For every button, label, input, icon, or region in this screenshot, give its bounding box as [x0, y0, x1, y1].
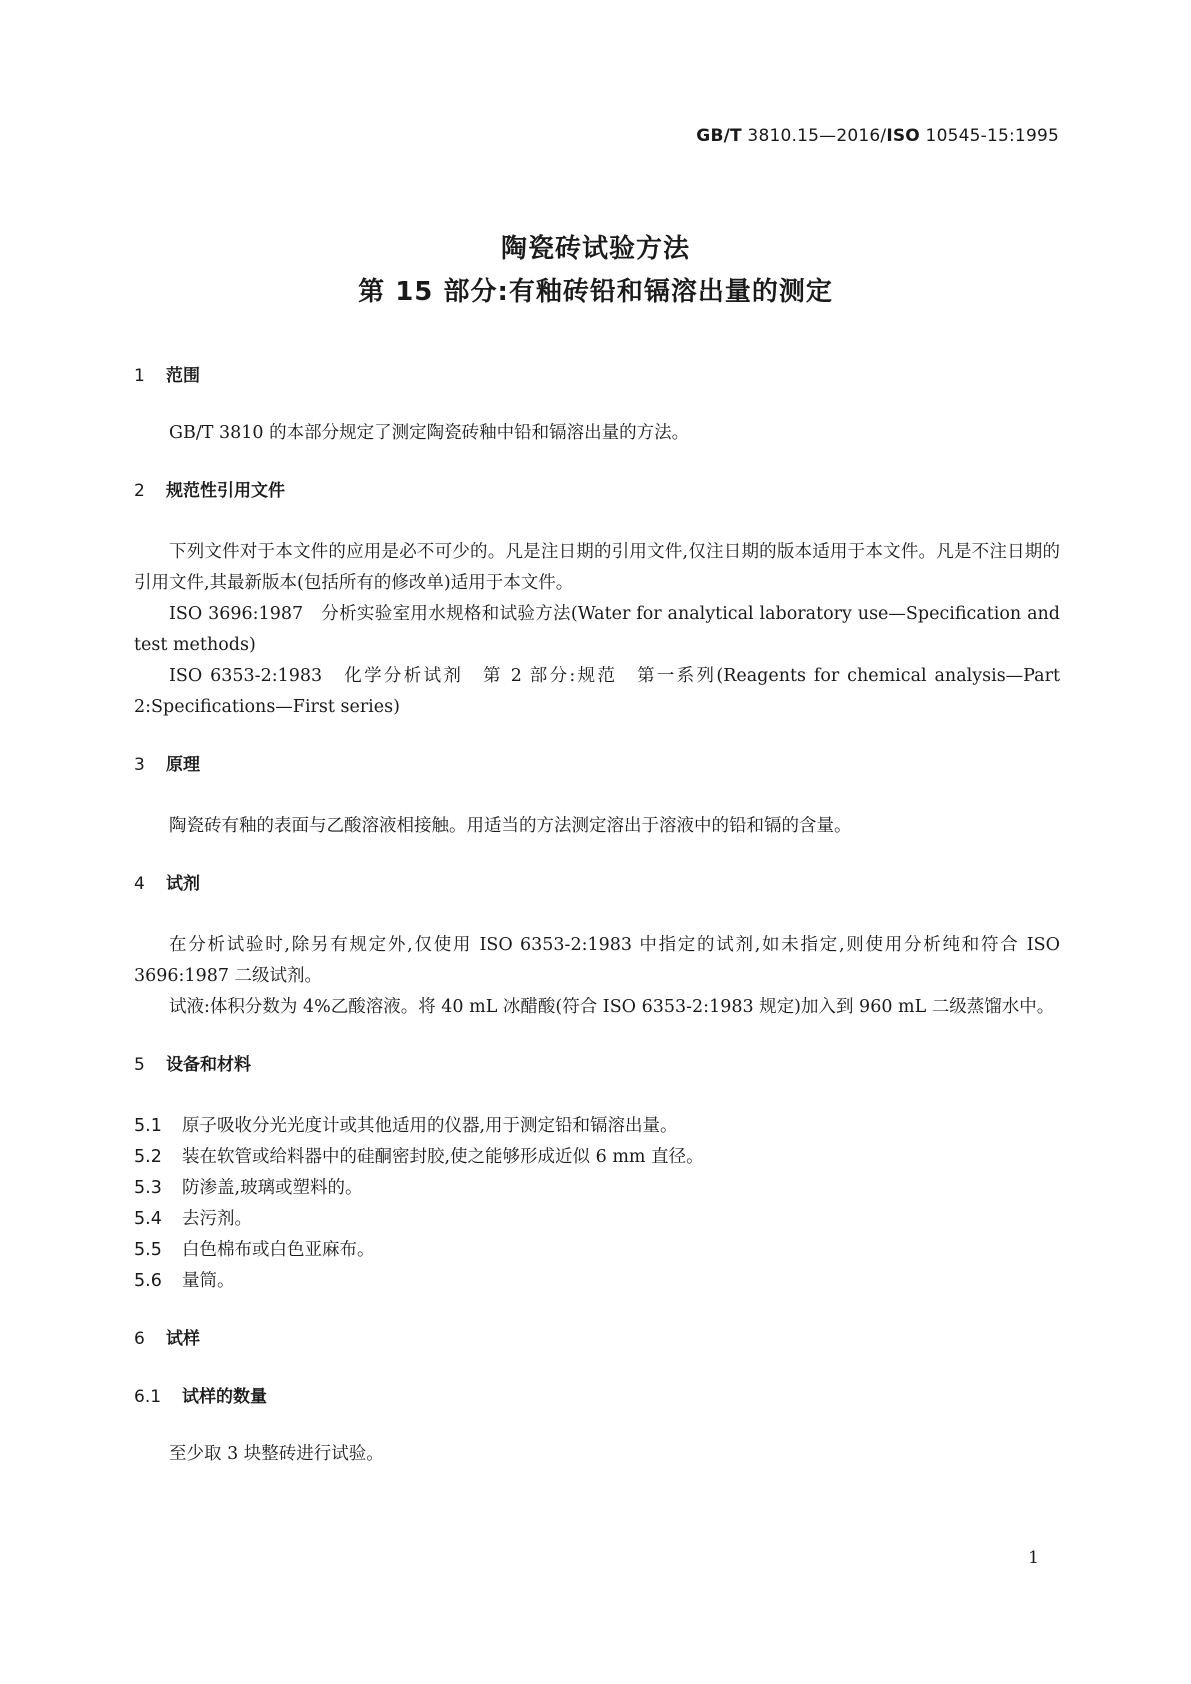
section-3-title: 原理: [166, 755, 200, 775]
document-title: [0, 228, 1191, 314]
section-1-paragraph: GB/T 3810 的本部分规定了测定陶瓷砖釉中铅和镉溶出量的方法。: [169, 423, 690, 443]
section-5-title: 设备和材料: [166, 1055, 251, 1075]
section-6-title: 试样: [166, 1329, 200, 1349]
section-6-heading: [134, 1323, 1060, 1355]
section-2-reference-1: ISO 3696:1987 分析实验室用水规格和试验方法(Water for analytical laboratory use—Specification and test methods): [134, 604, 1060, 655]
section-4-paragraph-2: 试液:体积分数为 4%乙酸溶液。将 40 mL 冰醋酸(符合 ISO 6353-2:1983 规定)加入到 960 mL 二级蒸馏水中。: [169, 997, 1055, 1017]
std-code-part-iso-number: 10545-15:1995: [919, 126, 1059, 146]
list-item-text: 原子吸收分光光度计或其他适用的仪器,用于测定铅和镉溶出量。: [182, 1116, 678, 1136]
section-1-heading: [134, 360, 1060, 392]
list-item-number: 5.5: [134, 1240, 162, 1260]
list-item-number: 5.3: [134, 1178, 162, 1198]
list-item: [134, 1235, 1060, 1266]
section-2-title: 规范性引用文件: [166, 481, 285, 501]
subsection-6-1-number: 6.1: [134, 1387, 162, 1407]
subsection-6-1-title: 试样的数量: [182, 1387, 267, 1407]
list-item: [134, 1266, 1060, 1297]
standard-code: [696, 126, 1059, 146]
section-2-number: 2: [134, 481, 145, 501]
list-item: [134, 1142, 1060, 1173]
document-body: [134, 360, 1060, 1470]
title-line-1: 陶瓷砖试验方法: [500, 234, 690, 264]
std-code-part-iso: ISO: [886, 126, 920, 146]
list-item-number: 5.1: [134, 1116, 162, 1136]
list-item-text: 防渗盖,玻璃或塑料的。: [182, 1178, 363, 1198]
section-5-heading: [134, 1049, 1060, 1081]
list-item-text: 白色棉布或白色亚麻布。: [182, 1240, 375, 1260]
std-code-part-number: 3810.15—2016/: [741, 126, 887, 146]
list-item-number: 5.4: [134, 1209, 162, 1229]
list-item-number: 5.2: [134, 1147, 162, 1167]
list-item: [134, 1204, 1060, 1235]
list-item: [134, 1111, 1060, 1142]
list-item-text: 装在软管或给料器中的硅酮密封胶,使之能够形成近似 6 mm 直径。: [182, 1147, 704, 1167]
section-1-title: 范围: [166, 366, 200, 386]
list-item-text: 去污剂。: [182, 1209, 252, 1229]
section-4-number: 4: [134, 874, 145, 894]
std-code-part-gbt: GB/T: [696, 126, 742, 146]
section-2-heading: [134, 475, 1060, 507]
section-3-paragraph: 陶瓷砖有釉的表面与乙酸溶液相接触。用适当的方法测定溶出于溶液中的铅和镉的含量。: [169, 816, 852, 836]
section-1-number: 1: [134, 366, 145, 386]
list-item-text: 量筒。: [182, 1271, 235, 1291]
subsection-6-1-paragraph: 至少取 3 块整砖进行试验。: [169, 1444, 384, 1464]
list-item: [134, 1173, 1060, 1204]
section-3-number: 3: [134, 755, 145, 775]
subsection-6-1-heading: [134, 1381, 1060, 1413]
section-5-number: 5: [134, 1055, 145, 1075]
section-4-paragraph-1: 在分析试验时,除另有规定外,仅使用 ISO 6353-2:1983 中指定的试剂,如未指定,则使用分析纯和符合 ISO 3696:1987 二级试剂。: [134, 935, 1060, 986]
section-6-number: 6: [134, 1329, 145, 1349]
section-4-title: 试剂: [166, 874, 200, 894]
page-number: 1: [1028, 1548, 1039, 1568]
section-2-reference-2: ISO 6353-2:1983 化学分析试剂 第 2 部分:规范 第一系列(Reagents for chemical analysis—Part 2:Specifications—First series): [134, 666, 1060, 717]
section-4-heading: [134, 868, 1060, 900]
section-3-heading: [134, 749, 1060, 781]
title-line-2: 第 15 部分:有釉砖铅和镉溶出量的测定: [358, 277, 833, 307]
section-2-paragraph-1: 下列文件对于本文件的应用是必不可少的。凡是注日期的引用文件,仅注日期的版本适用于本文件。凡是不注日期的引用文件,其最新版本(包括所有的修改单)适用于本文件。: [134, 542, 1060, 593]
list-item-number: 5.6: [134, 1271, 162, 1291]
